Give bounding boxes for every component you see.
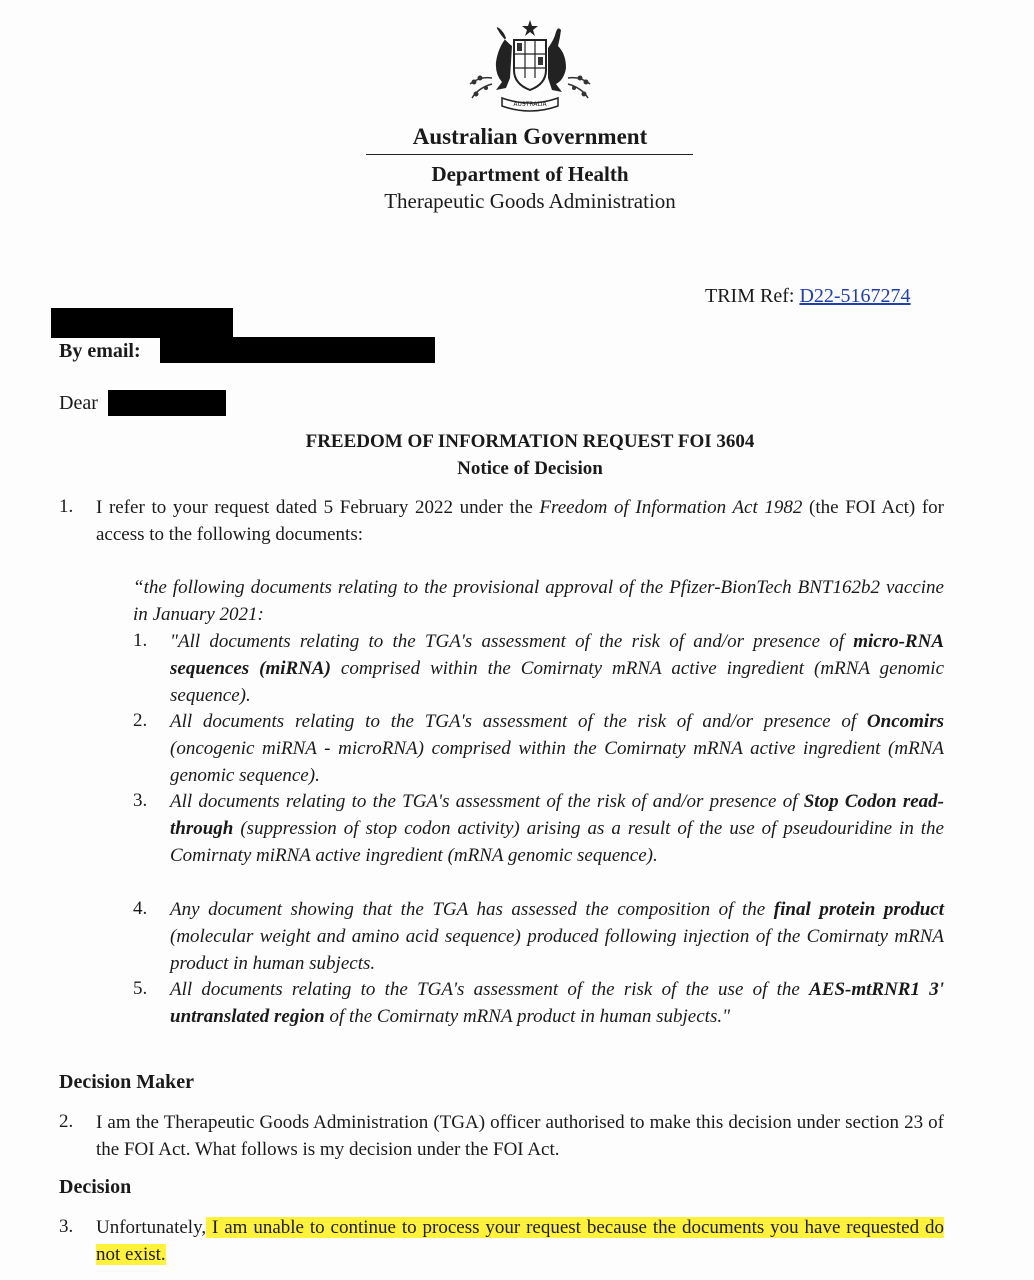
request-item-text: All documents relating to the TGA's assessment of the risk of and/or presence of — [170, 711, 867, 732]
request-item — [170, 628, 944, 709]
request-item — [170, 788, 944, 869]
request-item — [170, 976, 944, 1030]
decision-text — [96, 1214, 944, 1268]
letterhead-divider — [366, 154, 693, 155]
request-item-text: (molecular weight and amino acid sequence) produced following injection of the Comirnaty mRNA product in human subjects. — [170, 926, 944, 974]
request-item-bold: Stop Codon read-through — [170, 791, 944, 839]
request-item-text: comprised within the Comirnaty mRNA active ingredient (mRNA genomic sequence). — [170, 658, 945, 706]
request-item-text: (suppression of stop codon activity) arising as a result of the use of pseudouridine in the Comirnaty miRNA active ingredient (mRNA genomic sequence). — [170, 818, 944, 866]
trim-ref-label: TRIM Ref: — [705, 285, 795, 307]
request-item-number: 3. — [133, 790, 148, 811]
request-item-text: of the Comirnaty mRNA product in human subjects." — [324, 1006, 731, 1027]
request-item-bold: Oncomirs — [866, 711, 944, 732]
trim-ref-link[interactable]: D22-5167274 — [799, 285, 911, 307]
request-item-number: 5. — [133, 978, 148, 999]
decision-text-plain: Unfortunately, — [96, 1217, 207, 1238]
paragraph-number: 2. — [59, 1111, 74, 1132]
paragraph-number: 1. — [59, 496, 74, 517]
request-item-bold: micro-RNA sequences (miRNA) — [170, 631, 944, 679]
paragraph-1-text-end: (the FOI Act) for access to the following documents: — [96, 497, 944, 545]
request-item-text: All documents relating to the TGA's assessment of the risk of the use of the — [170, 979, 810, 1000]
request-item — [170, 896, 944, 977]
redaction-salutation-name — [108, 390, 226, 416]
trim-reference — [705, 285, 911, 308]
request-item-bold: final protein product — [773, 899, 945, 920]
request-item — [170, 708, 944, 789]
redaction-name — [51, 308, 233, 338]
paragraph-number: 3. — [59, 1216, 74, 1237]
request-item-bold: AES-mtRNR1 3' untranslated region — [170, 979, 944, 1027]
decision-maker-heading: Decision Maker — [59, 1071, 194, 1093]
request-quote-intro: “the following documents relating to the provisional approval of the Pfizer-BionTech BNT162b2 vaccine in January 2021: — [133, 577, 944, 625]
by-email-label: By email: — [59, 340, 141, 362]
request-item-text: "All documents relating to the TGA's assessment of the risk of and/or presence of — [170, 631, 854, 652]
coat-of-arms-crest — [462, 18, 598, 114]
decision-maker-text: I am the Therapeutic Goods Administration (TGA) officer authorised to make this decision under section 23 of the FOI Act. What follows is my decision under the FOI Act. — [96, 1112, 944, 1160]
request-title: FREEDOM OF INFORMATION REQUEST FOI 3604 — [305, 431, 755, 452]
svg-text:AUSTRALIA: AUSTRALIA — [513, 101, 547, 108]
notice-subtitle: Notice of Decision — [457, 458, 603, 479]
redaction-email — [160, 337, 435, 363]
request-item-number: 4. — [133, 898, 148, 919]
paragraph-1 — [96, 494, 944, 548]
decision-heading: Decision — [59, 1176, 132, 1198]
request-item-text: (oncogenic miRNA - microRNA) comprised within the Comirnaty mRNA active ingredient (mRNA genomic sequence). — [170, 738, 944, 786]
paragraph-1-text: I refer to your request dated 5 February 2022 under the — [96, 497, 540, 518]
request-item-number: 2. — [133, 710, 148, 731]
decision-highlighted-text: I am unable to continue to process your request because the documents you have requested do not exist. — [96, 1217, 944, 1265]
department-name: Department of Health — [431, 162, 629, 186]
agency-name: Therapeutic Goods Administration — [384, 189, 676, 213]
act-name: Freedom of Information Act 1982 — [539, 497, 803, 518]
request-item-text: All documents relating to the TGA's assessment of the risk of and/or presence of — [170, 791, 804, 812]
request-item-number: 1. — [133, 630, 148, 651]
government-title: Australian Government — [412, 124, 648, 149]
salutation: Dear — [59, 392, 98, 414]
request-item-text: Any document showing that the TGA has assessed the composition of the — [170, 899, 774, 920]
